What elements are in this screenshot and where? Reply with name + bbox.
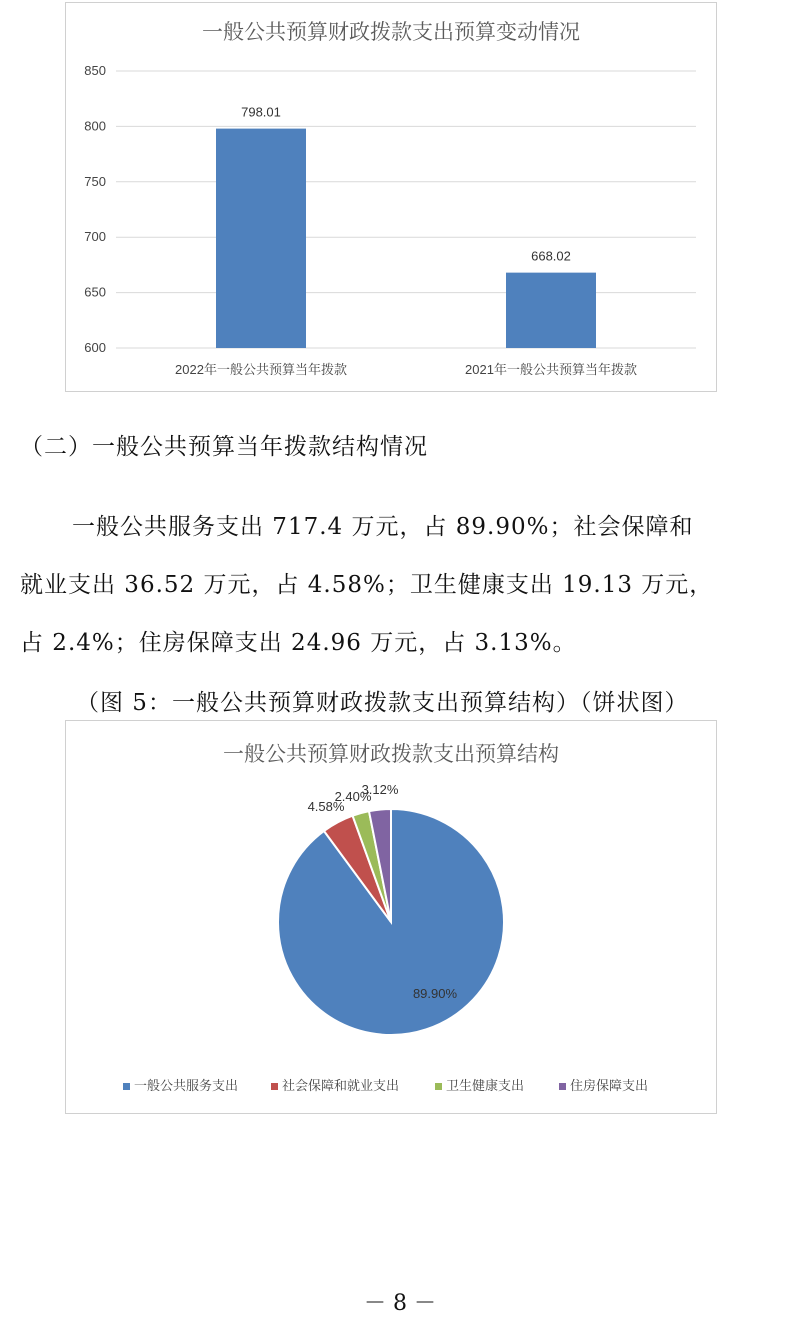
y-tick-label: 650 xyxy=(84,284,106,300)
legend-label: 住房保障支出 xyxy=(570,1079,649,1094)
bar xyxy=(216,129,306,348)
pie-value-label: 2.40% xyxy=(334,789,372,804)
y-tick-label: 700 xyxy=(84,229,106,245)
y-tick-label: 800 xyxy=(84,118,106,134)
y-tick-label: 850 xyxy=(84,63,106,78)
body-paragraph-line: 占 2.4%；住房保障支出 24.96 万元，占 3.13%。 xyxy=(20,630,577,656)
body-paragraph-line: 就业支出 36.52 万元，占 4.58%；卫生健康支出 19.13 万元， xyxy=(20,572,714,598)
bar-value-label: 668.02 xyxy=(531,248,571,264)
bar-chart xyxy=(65,2,717,392)
legend-swatch xyxy=(123,1083,130,1090)
pie-chart-svg xyxy=(66,721,716,1113)
pie-chart-title: 一般公共预算财政拨款支出预算结构 xyxy=(223,742,559,766)
pie-value-label: 89.90% xyxy=(412,986,458,1001)
legend-swatch xyxy=(559,1083,566,1090)
section-heading: （二）一般公共预算当年拨款结构情况 xyxy=(20,434,428,460)
figure-caption: （图 5：一般公共预算财政拨款支出预算结构）（饼状图） xyxy=(76,690,689,716)
bar-chart-title: 一般公共预算财政拨款支出预算变动情况 xyxy=(202,20,580,44)
legend-swatch xyxy=(435,1083,442,1090)
bar-value-label: 798.01 xyxy=(241,104,281,120)
x-tick-label: 2021年一般公共预算当年拨款 xyxy=(465,362,637,377)
page-number: － 8 － xyxy=(364,1291,436,1316)
legend-swatch xyxy=(271,1083,278,1090)
y-tick-label: 600 xyxy=(84,340,106,355)
body-paragraph-line: 一般公共服务支出 717.4 万元，占 89.90%；社会保障和 xyxy=(72,514,694,540)
bar-chart-svg xyxy=(66,3,716,391)
pie-chart xyxy=(65,720,717,1114)
legend-label: 卫生健康支出 xyxy=(446,1079,525,1094)
y-tick-label: 750 xyxy=(84,173,106,189)
legend-label: 社会保障和就业支出 xyxy=(282,1079,400,1094)
x-tick-label: 2022年一般公共预算当年拨款 xyxy=(175,362,347,377)
pie-value-label: 4.58% xyxy=(307,799,345,814)
bar xyxy=(506,273,596,348)
pie-value-label: 3.12% xyxy=(361,782,399,797)
legend-label: 一般公共服务支出 xyxy=(134,1079,239,1094)
